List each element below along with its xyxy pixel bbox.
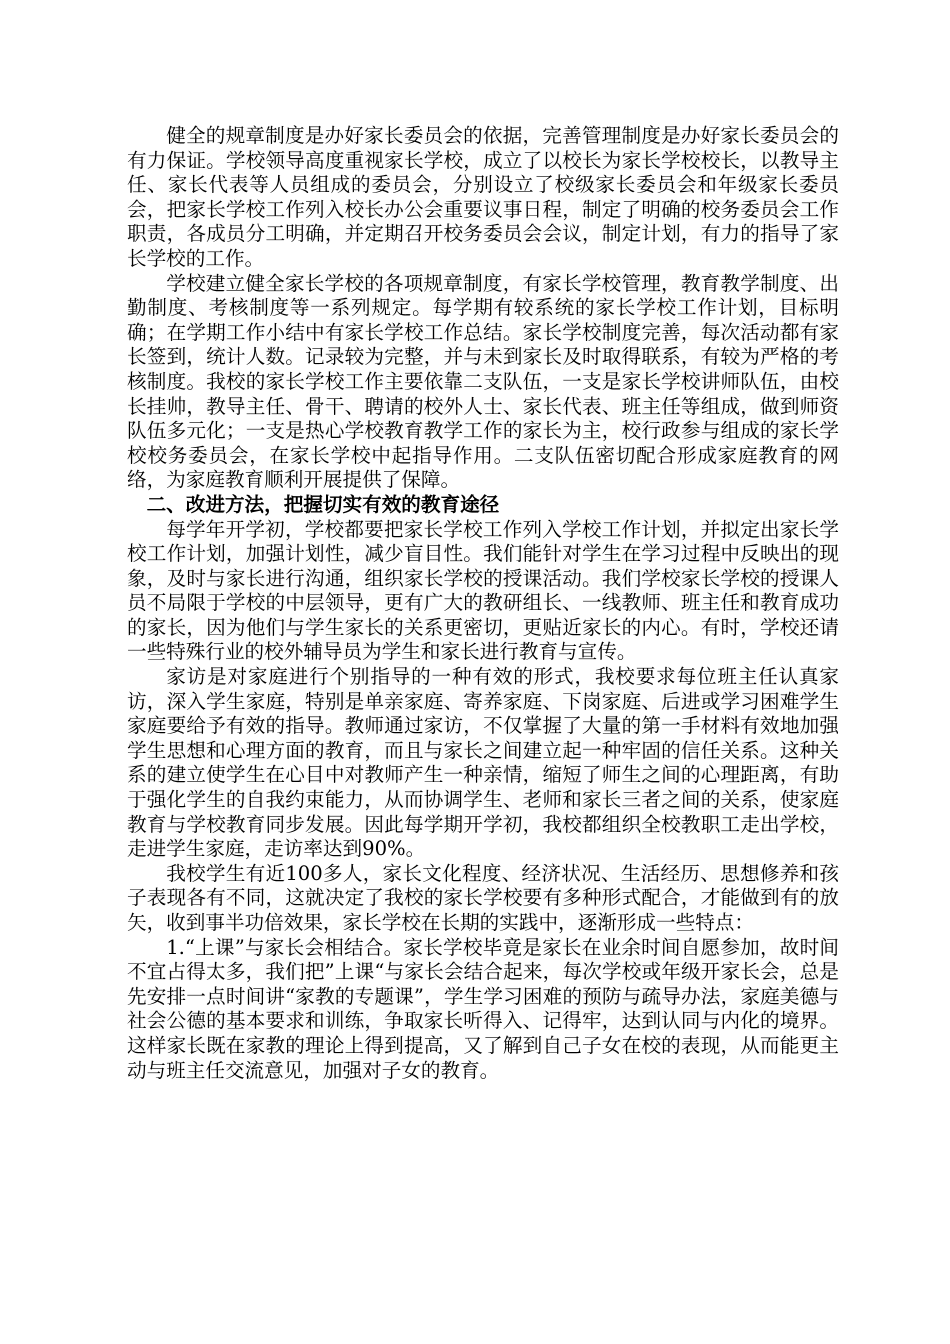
paragraph-home-visit: 家访是对家庭进行个别指导的一种有效的形式，我校要求每位班主任认真家访，深入学生家庭，特别是单亲家庭、寄养家庭、下岗家庭、后进或学习困难学生家庭要给予有效的指导。教师通过家访，不仅掌握了大量的第一手材料有效地加强学生思想和心理方面的教育，而且与家长之间建立起一种牢固的信任关系。这种关系的建立使学生在心目中对教师产生一种亲情，缩短了师生之间的心理距离，有助于强化学生的自我约束能力，从而协调学生、老师和家长三者之间的关系，使家庭教育与学校教育同步发展。因此每学期开学初，我校都组织全校教职工走出学校，走进学生家庭，走访率达到90%。 bbox=[127, 665, 839, 861]
paragraph-student-background: 我校学生有近100多人，家长文化程度、经济状况、生活经历、思想修养和孩子表现各有不同，这就决定了我校的家长学校要有多种形式配合，才能做到有的放矢，收到事半功倍效果，家长学校在长期的实践中，逐渐形成一些特点： bbox=[127, 861, 839, 934]
paragraph-school-plan: 每学年开学初，学校都要把家长学校工作列入学校工作计划，并拟定出家长学校工作计划，加强计划性，减少盲目性。我们能针对学生在学习过程中反映出的现象，及时与家长进行沟通，组织家长学校的授课活动。我们学校家长学校的授课人员不局限于学校的中层领导，更有广大的教研组长、一线教师、班主任和教育成功的家长，因为他们与学生家长的关系更密切，更贴近家长的内心。有时，学校还请一些特殊行业的校外辅导员为学生和家长进行教育与宣传。 bbox=[127, 517, 839, 664]
paragraph-class-meeting: 1.“上课”与家长会相结合。家长学校毕竟是家长在业余时间自愿参加，故时间不宜占得太多，我们把”上课“与家长会结合起来，每次学校或年级开家长会，总是先安排一点时间讲“家教的专题课”，学生学习困难的预防与疏导办法，家庭美德与社会公德的基本要求和训练，争取家长听得入、记得牢，达到认同与内化的境界。这样家长既在家教的理论上得到提高，又了解到自己子女在校的表现，从而能更主动与班主任交流意见，加强对子女的教育。 bbox=[127, 935, 839, 1082]
paragraph-system-rules: 学校建立健全家长学校的各项规章制度，有家长学校管理，教育教学制度、出勤制度、考核制度等一系列规定。每学期有较系统的家长学校工作计划，目标明确；在学期工作小结中有家长学校工作总结。家长学校制度完善，每次活动都有家长签到，统计人数。记录较为完整，并与未到家长及时取得联系，有较为严格的考核制度。我校的家长学校工作主要依靠二支队伍，一支是家长学校讲师队伍，由校长挂帅，教导主任、骨干、聘请的校外人士、家长代表、班主任等组成，做到师资队伍多元化；一支是热心学校教育教学工作的家长为主，校行政参与组成的家长学校校务委员会，在家长学校中起指导作用。二支队伍密切配合形成家庭教育的网络，为家庭教育顺利开展提供了保障。 bbox=[127, 271, 839, 492]
document-page bbox=[127, 124, 839, 1083]
section-heading: 二、改进方法，把握切实有效的教育途径 bbox=[146, 492, 500, 516]
paragraph-regulations: 健全的规章制度是办好家长委员会的依据，完善管理制度是办好家长委员会的有力保证。学校领导高度重视家长学校，成立了以校长为家长学校校长，以教导主任、家长代表等人员组成的委员会，分别设立了校级家长委员会和年级家长委员会，把家长学校工作列入校长办公会重要议事日程，制定了明确的校务委员会工作职责，各成员分工明确，并定期召开校务委员会会议，制定计划，有力的指导了家长学校的工作。 bbox=[127, 124, 839, 270]
